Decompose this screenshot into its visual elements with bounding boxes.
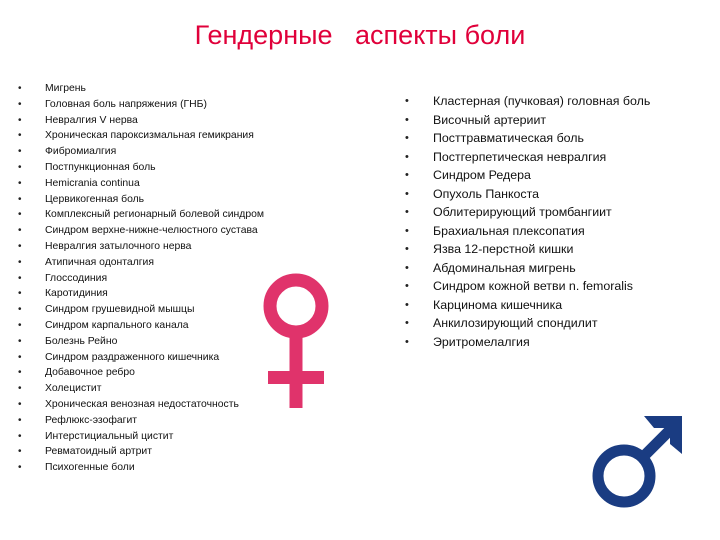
list-item: • Цервикогенная боль [45,192,345,208]
list-item: • Фибромиалгия [45,144,345,160]
female-sign-ring [270,280,322,332]
list-item: • Кластерная (пучковая) головная боль [433,92,713,111]
list-item: • Язва 12-перстной кишки [433,240,713,259]
list-item: • Синдром кожной ветви n. femoralis [433,277,713,296]
list-item: • Рефлюкс-эзофагит [45,413,345,429]
list-item: • Хроническая пароксизмальная гемикрания [45,128,345,144]
list-item: • Ревматоидный артрит [45,444,345,460]
list-item: • Невралгия затылочного нерва [45,239,345,255]
list-item: • Hemicrania continua [45,176,345,192]
list-item: • Болезнь Рейно [45,334,345,350]
male-pain-conditions-list [433,92,713,351]
list-item: • Постгерпетическая невралгия [433,148,713,167]
page-title: Гендерные аспекты боли [194,20,526,50]
list-item: • Глоссодиния [45,271,345,287]
list-item: • Опухоль Панкоста [433,185,713,204]
female-sign-crossbar [268,371,324,384]
list-item: • Атипичная одонталгия [45,255,345,271]
list-item: • Синдром грушевидной мышцы [45,302,345,318]
list-item: • Посттравматическая боль [433,129,713,148]
list-item: • Постпункционная боль [45,160,345,176]
list-item: • Головная боль напряжения (ГНБ) [45,97,345,113]
list-item: • Психогенные боли [45,460,345,476]
list-item: • Анкилозирующий спондилит [433,314,713,333]
list-item: • Абдоминальная мигрень [433,259,713,278]
list-item: • Интерстициальный цистит [45,429,345,445]
list-item: • Синдром Редера [433,166,713,185]
male-sign-icon [588,412,686,512]
list-item: • Брахиальная плексопатия [433,222,713,241]
list-item: • Добавочное ребро [45,365,345,381]
list-item: • Мигрень [45,81,345,97]
list-item: • Эритромелалгия [433,333,713,352]
list-item: • Синдром верхне-нижне-челюстного сустава [45,223,345,239]
male-sign-shaft [644,426,674,456]
female-sign-icon [256,272,336,410]
list-item: • Синдром раздраженного кишечника [45,350,345,366]
list-item: • Карцинома кишечника [433,296,713,315]
list-item: • Комплексный регионарный болевой синдром [45,207,345,223]
list-item: • Холецистит [45,381,345,397]
male-sign-ring [598,450,650,502]
list-item: • Синдром карпального канала [45,318,345,334]
list-item: • Височный артериит [433,111,713,130]
list-item: • Невралгия V нерва [45,113,345,129]
list-item: • Каротидиния [45,286,345,302]
list-item: • Облитерирующий тромбангиит [433,203,713,222]
list-item: • Хроническая венозная недостаточность [45,397,345,413]
